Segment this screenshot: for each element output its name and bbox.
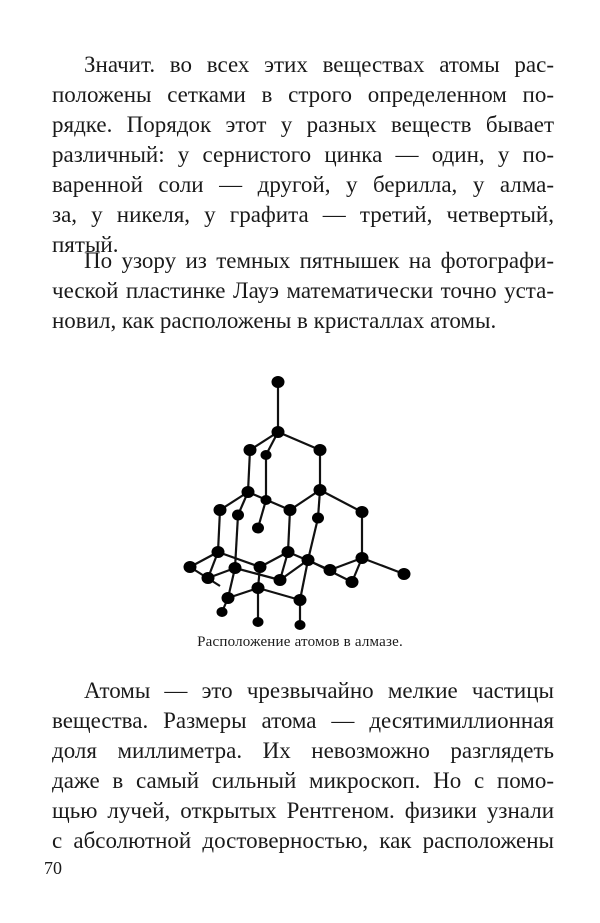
lattice-bonds: [190, 382, 404, 625]
text-line: щью лучей, открытых Рентгеном. физики узнали: [52, 798, 554, 823]
text-line: рядке. Порядок этот у разных веществ бывает: [52, 112, 554, 137]
text-line: доля миллиметра. Их невозможно разглядеть: [52, 738, 554, 763]
diamond-lattice-illustration: [170, 370, 430, 630]
figure-caption: Расположение атомов в алмазе.: [197, 634, 403, 650]
text-line: По узору из темных пятнышек на фотографи-: [84, 248, 554, 273]
paragraph-3: [52, 676, 554, 856]
text-line: различный: у сернистого цинка — один, у по-: [52, 142, 554, 167]
paragraph-1: [52, 50, 554, 260]
text-line: пятый.: [52, 232, 119, 257]
paragraph-2: [52, 246, 554, 336]
text-line: новил, как расположены в кристаллах атомы.: [52, 308, 497, 333]
lattice-atoms: [184, 376, 411, 630]
text-line: даже в самый сильный микроскоп. Но с помо-: [52, 768, 554, 793]
text-line: Значит. во всех этих веществах атомы рас-: [84, 52, 554, 77]
text-line: вещества. Размеры атома — десятимиллионная: [52, 708, 554, 733]
text-line: за, у никеля, у графита — третий, четвертый,: [52, 202, 554, 227]
text-line: варенной соли — другой, у берилла, у алма-: [52, 172, 554, 197]
text-line: ческой пластинке Лауэ математически точно уста-: [52, 278, 554, 303]
page-number: 70: [44, 858, 62, 878]
text-line: Атомы — это чрезвычайно мелкие частицы: [84, 678, 554, 703]
text-line: с абсолютной достоверностью, как расположены: [52, 828, 554, 853]
text-line: положены сетками в строго определенном по-: [52, 82, 554, 107]
